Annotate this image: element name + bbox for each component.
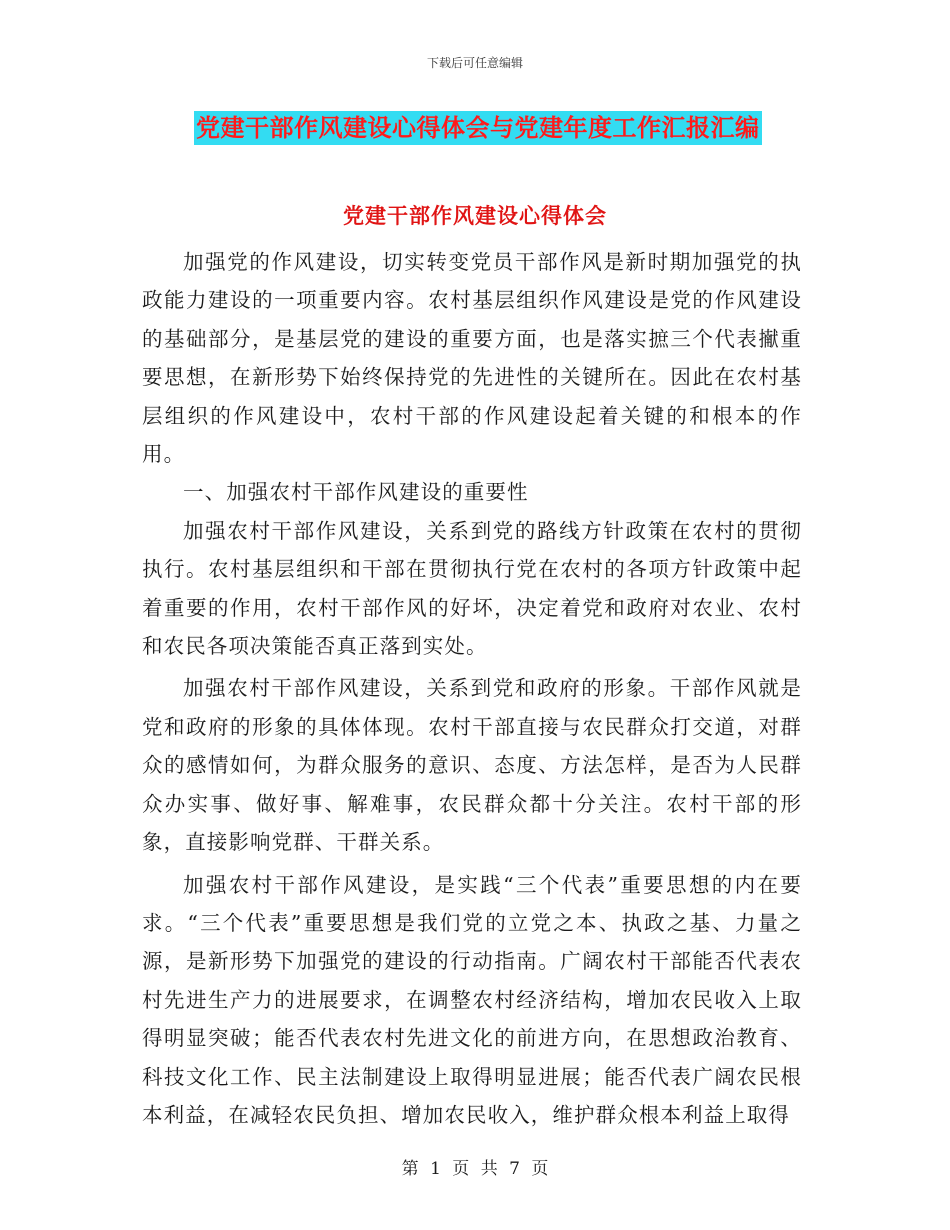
section-title: 党建干部作风建设心得体会 bbox=[343, 204, 607, 228]
paragraph-heading-importance: 一、加强农村干部作风建设的重要性 bbox=[183, 480, 529, 505]
paragraph-image: 加强农村干部作风建设，关系到党和政府的形象。干部作风就是党和政府的形象的具体体现。农村干部直接与农民群众打交道，对群众的感情如何，为群众服务的意识、态度、方法怎样，是否为人民群众办实事、做好事、解难事，农民群众都十分关注。农村干部的形象，直接影响党群、干群关系。 bbox=[142, 676, 802, 855]
document-title: 党建干部作风建设心得体会与党建年度工作汇报汇编 bbox=[194, 111, 762, 145]
header-note: 下载后可任意编辑 bbox=[426, 56, 523, 70]
paragraph-three-represents: 加强农村干部作风建设，是实践“三个代表”重要思想的内在要求。“三个代表”重要思想是我们党的立党之本、执政之基、力量之源，是新形势下加强党的建设的行动指南。广阔农村干部能否代表农村先进生产力的进展要求，在调整农村经济结构，增加农民收入上取得明显突破；能否代表农村先进文化的前进方向，在思想政治教育、科技文化工作、民主法制建设上取得明显进展；能否代表广阔农民根本利益，在减轻农民负担、增加农民收入，维护群众根本利益上取得 bbox=[142, 872, 802, 1127]
paragraph-intro: 加强党的作风建设，切实转变党员干部作风是新时期加强党的执政能力建设的一项重要内容。农村基层组织作风建设是党的作风建设的基础部分，是基层党的建设的重要方面，也是落实摭三个代表擜重要思想，在新形势下始终保持党的先进性的关键所在。因此在农村基层组织的作风建设中，农村干部的作风建设起着关键的和根本的作用。 bbox=[142, 250, 802, 467]
page-footer: 第 1 页 共 7 页 bbox=[401, 1159, 549, 1179]
paragraph-policy: 加强农村干部作风建设，关系到党的路线方针政策在农村的贯彻执行。农村基层组织和干部在贯彻执行党在农村的各项方针政策中起着重要的作用，农村干部作风的好坏，决定着党和政府对农业、农村和农民各项决策能否真正落到实处。 bbox=[142, 518, 802, 659]
document-body bbox=[142, 243, 802, 1134]
